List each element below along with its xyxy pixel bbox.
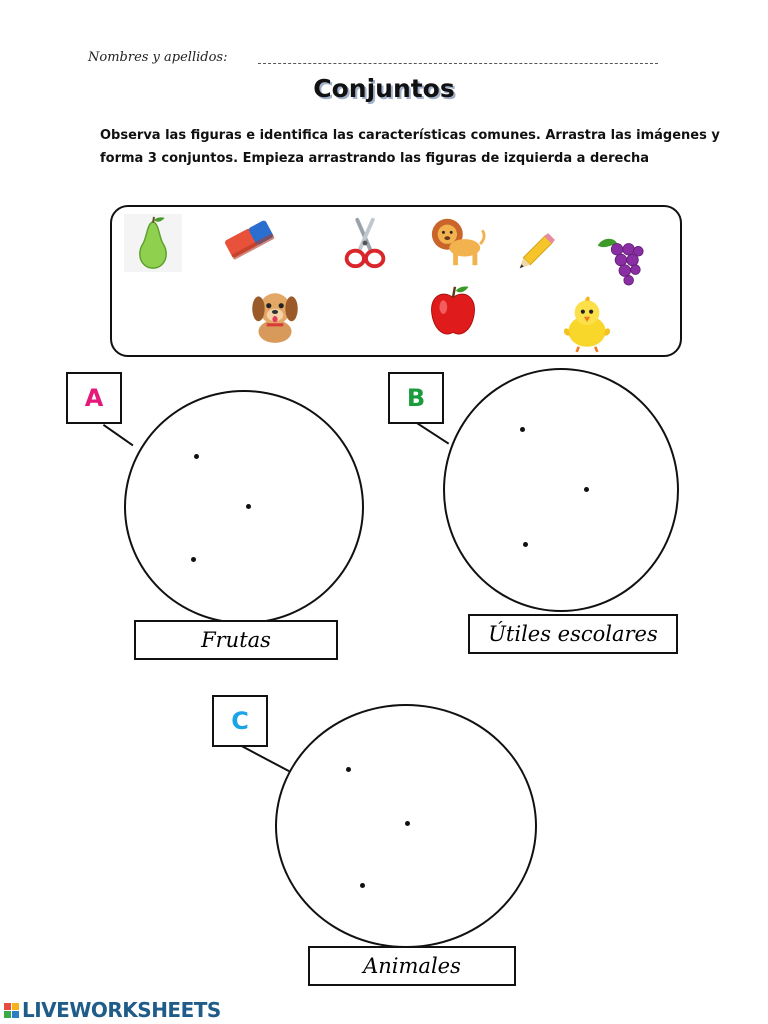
drop-point[interactable] xyxy=(246,504,251,509)
set-b-label-box xyxy=(468,614,678,654)
instructions: Observa las figuras e identifica las características comunes. Arrastra las imágenes y forma 3 conjuntos. Empieza arrastrando las figuras de izquierda a derecha xyxy=(100,128,720,166)
set-c-connector xyxy=(239,744,289,772)
set-c-circle[interactable] xyxy=(275,704,537,948)
drop-point[interactable] xyxy=(520,427,525,432)
eraser-image[interactable] xyxy=(220,210,278,268)
set-c-letter: C xyxy=(231,707,249,735)
drop-point[interactable] xyxy=(584,487,589,492)
grapes-image[interactable] xyxy=(590,230,648,288)
set-a-label-box xyxy=(134,620,338,660)
set-c-label: Animales xyxy=(363,954,461,978)
lion-image[interactable] xyxy=(428,213,486,271)
drop-point[interactable] xyxy=(346,767,351,772)
set-a-label: Frutas xyxy=(201,628,271,652)
set-b-circle[interactable] xyxy=(443,368,679,612)
set-c-letter-box xyxy=(212,695,268,747)
set-a-letter: A xyxy=(84,384,104,412)
liveworksheets-logo-icon xyxy=(4,1003,19,1018)
footer-brand[interactable] xyxy=(4,998,221,1022)
drop-point[interactable] xyxy=(191,557,196,562)
chick-image[interactable] xyxy=(556,292,618,354)
set-a-circle[interactable] xyxy=(124,390,364,624)
apple-image[interactable] xyxy=(424,282,482,340)
set-a-letter-box xyxy=(66,372,122,424)
pear-image[interactable] xyxy=(124,214,182,272)
drop-point[interactable] xyxy=(405,821,410,826)
drop-point[interactable] xyxy=(523,542,528,547)
set-b-letter: B xyxy=(406,384,426,412)
drop-point[interactable] xyxy=(194,454,199,459)
set-a-connector xyxy=(103,424,134,446)
name-line xyxy=(258,63,658,64)
page-title: Conjuntos xyxy=(313,74,455,103)
pencil-image[interactable] xyxy=(510,228,560,278)
brand-text: LIVEWORKSHEETS xyxy=(22,998,221,1022)
name-label: Nombres y apellidos: xyxy=(88,50,228,65)
set-c-label-box xyxy=(308,946,516,986)
scissors-image[interactable] xyxy=(336,214,394,272)
set-b-letter-box xyxy=(388,372,444,424)
set-b-label: Útiles escolares xyxy=(488,622,658,646)
puppy-image[interactable] xyxy=(244,284,306,346)
drop-point[interactable] xyxy=(360,883,365,888)
